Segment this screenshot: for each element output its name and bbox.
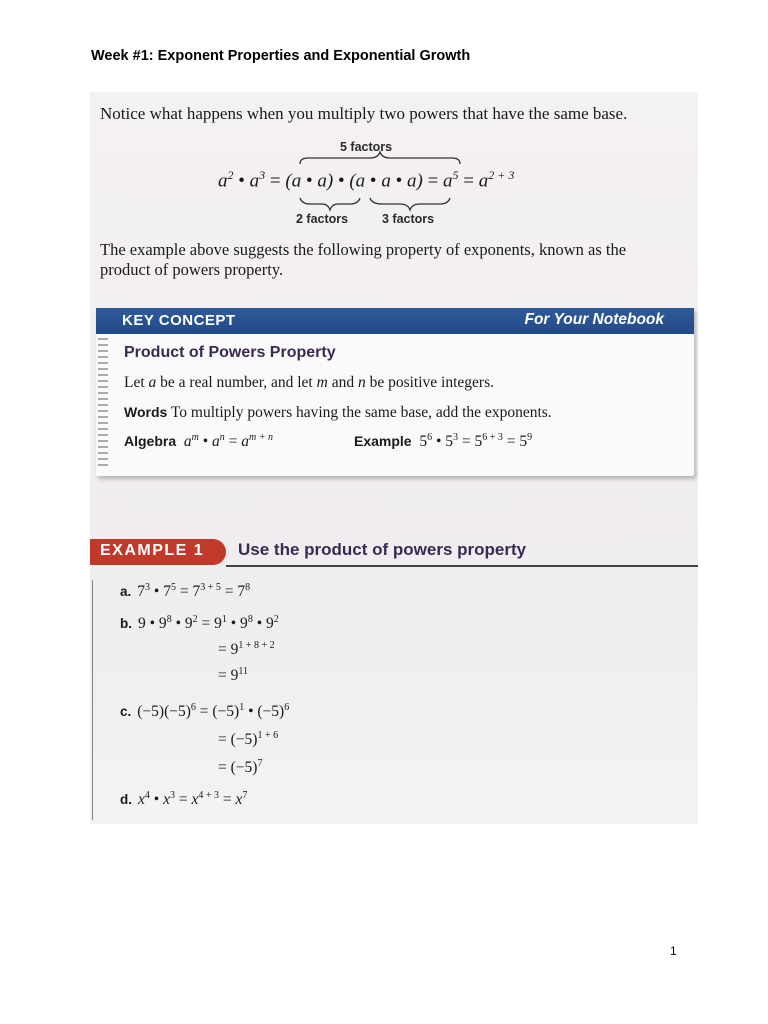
notebook-label: For Your Notebook	[524, 311, 664, 328]
left-brace	[300, 198, 360, 210]
example-b-line3: = $9^{11}$	[218, 666, 249, 685]
three-factors-label: 3 factors	[382, 212, 435, 226]
example-badge	[90, 539, 226, 565]
product-formula: $a^2$ • $a^3 = (a$ • a) • (a • a • $a) = a^5 = a^{2 + 3}$	[218, 168, 515, 192]
key-concept-box	[96, 308, 694, 476]
words-text: To multiply powers having the same base, add the exponents.	[170, 404, 552, 421]
intro-text: Notice what happens when you multiply two powers that have the same base.	[100, 104, 628, 123]
example-line: Example $5^6$ • $5^3 = 5^{6 + 3} = 5^9$	[354, 432, 533, 451]
example-b-line1: b. 9 • $9^8$ • $9^2 = 9^1$ • $9^8$ • $9^2$	[120, 614, 279, 633]
example-a: a. $7^3$ • $7^5 = 7^{3 + 5} = 7^8$	[120, 582, 251, 601]
algebra-label: Algebra	[124, 433, 177, 450]
example-c-line3: = $(-5)^7$	[218, 758, 263, 777]
right-brace	[370, 198, 450, 210]
key-concept-header	[96, 308, 694, 334]
words-line	[124, 404, 552, 422]
example-divider	[226, 565, 698, 567]
example-d: d. $x^4$ • $x^3 = x^{4 + 3} = x^7$	[120, 790, 248, 809]
example-title: Use the product of powers property	[238, 540, 527, 559]
example-badge-label: EXAMPLE 1	[100, 542, 205, 559]
example-label: Example	[354, 433, 412, 450]
definition-line: Let a be a real number, and let m and n be positive integers.	[124, 374, 494, 391]
spiral-binding	[98, 338, 108, 470]
page-title: Week #1: Exponent Properties and Exponential Growth	[91, 48, 471, 64]
example-c-line2: = $(-5)^{1 + 6}$	[218, 730, 279, 749]
example-b-line2: = $9^{1 + 8 + 2}$	[218, 640, 275, 659]
textbook-scan	[90, 92, 698, 824]
words-label: Words	[124, 404, 168, 420]
algebra-line: Algebra $a^m$ • $a^n = a^{m + n}$	[124, 432, 274, 451]
margin-line	[92, 580, 93, 820]
five-factors-label: 5 factors	[340, 140, 393, 154]
key-concept-title: KEY CONCEPT	[122, 312, 236, 329]
example-c-line1: c. $(-5)(-5)^6 = (-5)^1$ • $(-5)^6$	[120, 702, 290, 721]
explanation-paragraph: The example above suggests the following property of exponents, known as the product of powers property.	[100, 240, 627, 279]
top-brace	[300, 152, 460, 164]
property-title: Product of Powers Property	[124, 344, 336, 361]
two-factors-label: 2 factors	[296, 212, 349, 226]
page-number: 1	[670, 944, 677, 958]
